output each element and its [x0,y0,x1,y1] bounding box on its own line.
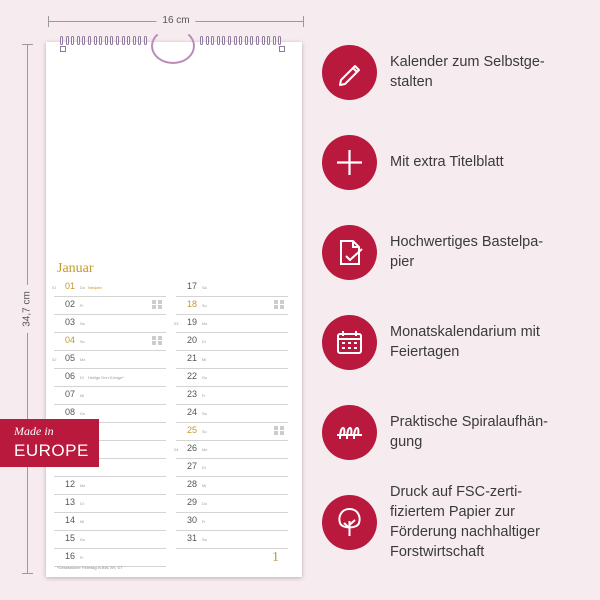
day-row [176,513,288,531]
weekday: Mo [80,484,86,488]
feature-text-line: Feiertagen [390,344,460,360]
spiral-loop [110,36,113,45]
spiral-loop [256,36,259,45]
height-label: 34,7 cm [22,285,33,333]
weekday: Do [202,502,207,506]
day-row [176,369,288,387]
made-in-europe-badge [0,419,99,467]
corner-mark [60,46,66,52]
feature-text-line: Kalender zum Selbstge- [390,54,545,70]
width-dimension [48,14,304,28]
day-number: 01 [65,281,76,291]
day-row [54,369,166,387]
day-number: 22 [187,371,198,381]
day-row [176,333,288,351]
feature-text [390,412,590,452]
feature-text-line: Förderung nachhaltiger [390,524,540,540]
weekday: So [80,340,85,344]
day-number: 03 [65,317,76,327]
day-row [54,477,166,495]
feature-text-line: Hochwertiges Bastelpa- [390,234,544,250]
weekday: Fr [202,520,206,524]
spiral-loop [122,36,125,45]
weekday: Mo [202,322,208,326]
weekday: Fr [80,304,84,308]
day-row [54,495,166,513]
badge-line2: EUROPE [14,441,89,460]
spiral-loop [99,36,102,45]
day-row [176,315,288,333]
spiral-loop [222,36,225,45]
spiral-loop [267,36,270,45]
spiral-loop [234,36,237,45]
day-row [54,531,166,549]
spiral-loop [200,36,203,45]
paper-check-icon [322,225,377,280]
spiral-loop [94,36,97,45]
feature-text [390,52,590,92]
spiral-loop [206,36,209,45]
week-number: 03 [174,321,179,326]
badge-line1: Made in [14,424,54,438]
feature-text [390,482,590,562]
day-row [176,477,288,495]
day-note: Heilige Drei Könige* [88,375,124,380]
day-row [54,315,166,333]
weekday: Mo [202,448,208,452]
corner-mark [279,46,285,52]
feature-text [390,322,590,362]
wall-calendar [46,42,302,577]
feature-text-line: Forstwirtschaft [390,544,485,560]
day-number: 16 [65,551,76,561]
moon-phase-icon [152,336,168,346]
feature-text-line: fiziertem Papier zur [390,504,515,520]
spiral-loop [127,36,130,45]
week-number: 01 [52,285,57,290]
spiral-loop [116,36,119,45]
spiral-loop [211,36,214,45]
day-row [54,279,166,297]
spiral-loop [105,36,108,45]
spiral-loop [144,36,147,45]
weekday: Do [80,286,85,290]
width-label: 16 cm [156,14,195,28]
spiral-loop [245,36,248,45]
spiral-loop [60,36,63,45]
spiral-loop [77,36,80,45]
feature-text-line: pier [390,254,415,270]
hanger-hook [151,28,195,64]
weekday: So [202,304,207,308]
day-row [176,351,288,369]
day-row [176,531,288,549]
day-number: 30 [187,515,198,525]
day-row [176,423,288,441]
moon-phase-icon [274,426,290,436]
day-row [54,297,166,315]
day-number: 07 [65,389,76,399]
spiral-loop [217,36,220,45]
spiral-loop [133,36,136,45]
page-number: 1 [272,550,279,565]
feature-text [390,152,590,172]
day-number: 27 [187,461,198,471]
feature-text-line: Praktische Spiralaufhän- [390,414,548,430]
feature-text-line: Druck auf FSC-zerti- [390,484,523,500]
weekday: Sa [80,322,85,326]
calendar-icon [322,315,377,370]
day-number: 24 [187,407,198,417]
weekday: Mi [202,358,207,362]
spiral-loop [88,36,91,45]
day-row [176,441,288,459]
spiral-loop [262,36,265,45]
day-number: 06 [65,371,76,381]
day-number: 18 [187,299,198,309]
day-number: 15 [65,533,76,543]
day-number: 17 [187,281,198,291]
day-number: 26 [187,443,198,453]
weekday: Di [202,466,206,470]
feature-text [390,232,590,272]
day-number: 21 [187,353,198,363]
weekday: Sa [202,412,207,416]
day-number: 31 [187,533,198,543]
day-row [176,279,288,297]
day-row [54,351,166,369]
day-number: 14 [65,515,76,525]
weekday: Di [80,502,84,506]
day-number: 23 [187,389,198,399]
day-number: 02 [65,299,76,309]
day-row [54,333,166,351]
weekday: Fr [80,556,84,560]
day-number: 29 [187,497,198,507]
day-number: 12 [65,479,76,489]
spiral-loop [138,36,141,45]
day-column-right [176,279,288,549]
day-row [54,387,166,405]
spiral-loop [66,36,69,45]
day-row [176,387,288,405]
feature-text-line: Mit extra Titelblatt [390,154,504,170]
weekday: Do [202,376,207,380]
spiral-loop [273,36,276,45]
week-number: 02 [52,357,57,362]
day-number: 20 [187,335,198,345]
spiral-loop [278,36,281,45]
spiral-loop [228,36,231,45]
weekday: So [202,430,207,434]
tree-icon [322,495,377,550]
day-number: 19 [187,317,198,327]
feature-text-line: stalten [390,74,433,90]
feature-text-line: Monatskalendarium mit [390,324,540,340]
moon-phase-icon [152,300,168,310]
month-title: Januar [57,261,94,276]
day-number: 28 [187,479,198,489]
weekday: Sa [202,286,207,290]
spiral-loop [82,36,85,45]
weekday: Mi [80,520,85,524]
plus-icon [322,135,377,190]
height-dimension [20,44,34,574]
spiral-loop [239,36,242,45]
weekday: Mi [202,484,207,488]
holiday-footnote: *Gesetzlicher Feiertag in BW, BY, ST [57,565,123,570]
day-number: 13 [65,497,76,507]
day-row [176,405,288,423]
spiral-icon [322,405,377,460]
day-row [54,513,166,531]
day-note: Neujahr [88,285,103,290]
day-number: 05 [65,353,76,363]
weekday: Do [80,412,85,416]
pencil-icon [322,45,377,100]
weekday: Di [202,340,206,344]
spiral-binding [60,36,286,52]
week-number: 04 [174,447,179,452]
weekday: Sa [202,538,207,542]
weekday: Do [80,538,85,542]
weekday: Di [80,376,84,380]
day-number: 08 [65,407,76,417]
spiral-loop [250,36,253,45]
day-number: 04 [65,335,76,345]
weekday: Mi [80,394,85,398]
day-row [176,297,288,315]
day-row [176,459,288,477]
weekday: Fr [202,394,206,398]
spiral-loop [71,36,74,45]
day-row [176,495,288,513]
weekday: Mo [80,358,86,362]
moon-phase-icon [274,300,290,310]
feature-text-line: gung [390,434,423,450]
day-number: 25 [187,425,198,435]
